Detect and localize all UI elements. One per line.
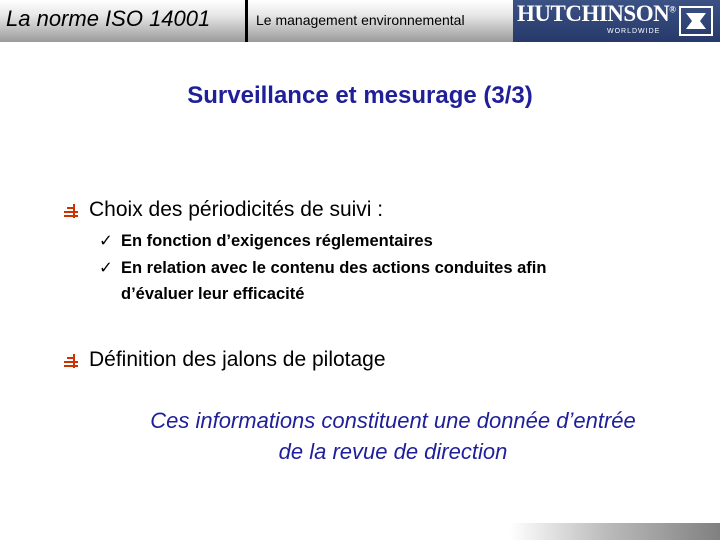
bullet-text: Définition des jalons de pilotage <box>89 348 386 371</box>
header-subtitle: Le management environnemental <box>256 12 465 28</box>
sub-item-text: En fonction d’exigences réglementaires <box>121 232 433 250</box>
header-divider <box>245 0 248 42</box>
logo-wordmark: HUTCHINSON® <box>517 1 676 26</box>
checkmark-icon: ✓ <box>99 232 113 250</box>
checkmark-icon: ✓ <box>99 259 113 277</box>
slide-header <box>0 0 720 42</box>
conclusion-line-1: Ces informations constituent une donnée d’entrée <box>150 408 636 433</box>
sub-item-text: En relation avec le contenu des actions conduites afin d’évaluer leur efficacité <box>121 259 547 303</box>
bullet-marker-icon <box>64 353 80 369</box>
conclusion-text <box>0 405 720 467</box>
logo-tagline: WORLDWIDE <box>607 28 661 35</box>
conclusion-line-2: de la revue de direction <box>278 439 508 464</box>
bullet-text: Choix des périodicités de suivi : <box>89 198 384 221</box>
bullet-marker-icon <box>64 203 80 219</box>
header-title: La norme ISO 14001 <box>6 6 211 31</box>
slide-title: Surveillance et mesurage (3/3) <box>187 82 533 109</box>
logo-emblem-icon <box>676 3 716 39</box>
footer-gradient-bar <box>510 523 720 540</box>
hutchinson-logo <box>513 0 720 42</box>
